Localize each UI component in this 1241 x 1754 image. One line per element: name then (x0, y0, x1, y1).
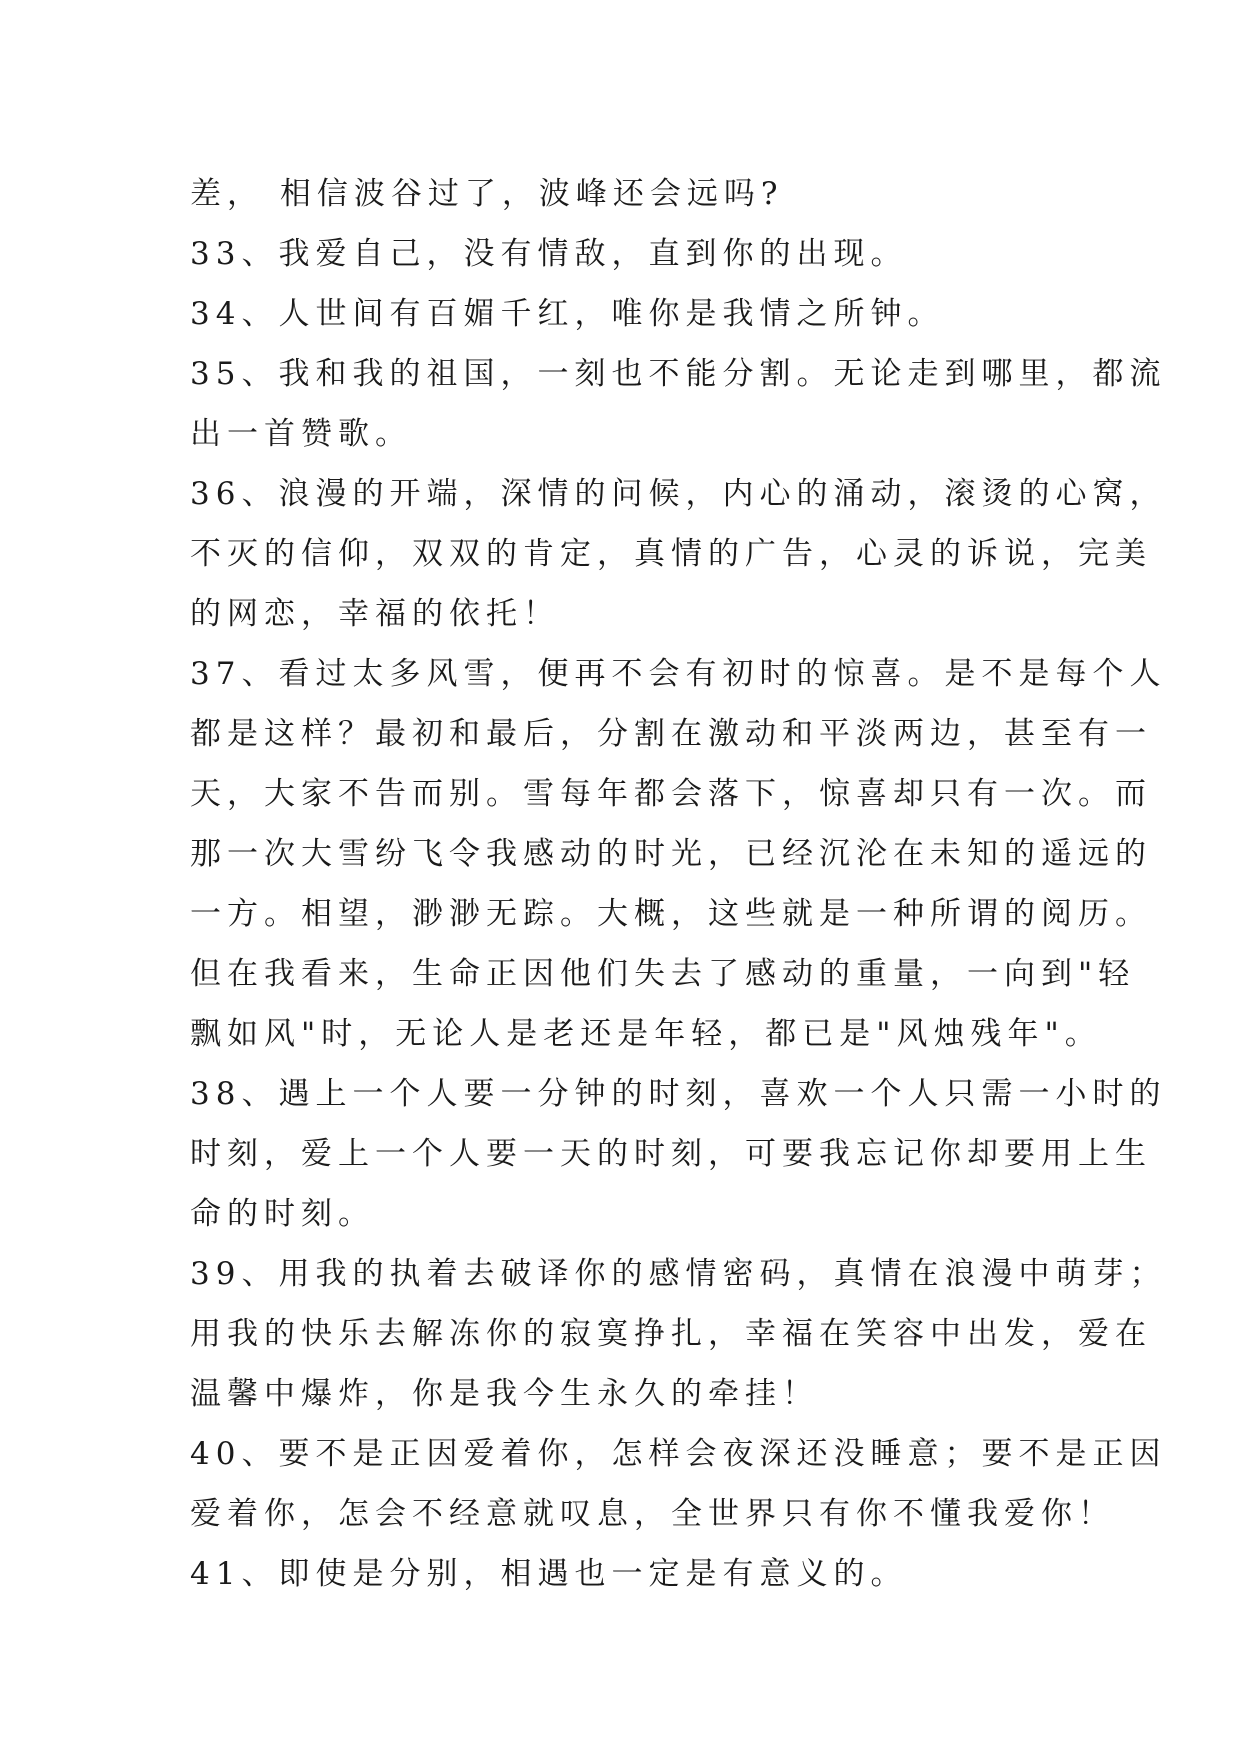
text-line: 38、遇上一个人要一分钟的时刻，喜欢一个人只需一小时的 (190, 1076, 1167, 1112)
document-body (190, 164, 1167, 1604)
text-line: 出一首赞歌。 (190, 416, 412, 452)
text-line: 爱着你，怎会不经意就叹息，全世界只有你不懂我爱你！ (190, 1496, 1115, 1532)
text-line: 40、要不是正因爱着你，怎样会夜深还没睡意；要不是正因 (190, 1436, 1167, 1472)
text-line: 39、用我的执着去破译你的感情密码，真情在浪漫中萌芽； (190, 1256, 1167, 1292)
text-line: 34、人世间有百媚千红，唯你是我情之所钟。 (190, 296, 945, 332)
text-line: 都是这样？最初和最后，分割在激动和平淡两边，甚至有一 (190, 716, 1152, 752)
text-line: 36、浪漫的开端，深情的问候，内心的涌动，滚烫的心窝， (190, 476, 1167, 512)
text-line: 的网恋，幸福的依托！ (190, 596, 560, 632)
text-line: 时刻，爱上一个人要一天的时刻，可要我忘记你却要用上生 (190, 1136, 1152, 1172)
text-line: 命的时刻。 (190, 1196, 375, 1232)
text-line: 温馨中爆炸，你是我今生永久的牵挂！ (190, 1376, 819, 1412)
text-line: 天，大家不告而别。雪每年都会落下，惊喜却只有一次。而 (190, 776, 1152, 812)
text-line: 用我的快乐去解冻你的寂寞挣扎，幸福在笑容中出发，爱在 (190, 1316, 1152, 1352)
text-line: 35、我和我的祖国，一刻也不能分割。无论走到哪里，都流 (190, 356, 1167, 392)
text-line: 33、我爱自己，没有情敌，直到你的出现。 (190, 236, 908, 272)
text-line: 飘如风"时，无论人是老还是年轻，都已是"风烛残年"。 (190, 1016, 1102, 1052)
text-line: 37、看过太多风雪，便再不会有初时的惊喜。是不是每个人 (190, 656, 1167, 692)
text-line: 差， 相信波谷过了，波峰还会远吗? (190, 176, 784, 212)
text-line: 那一次大雪纷飞令我感动的时光，已经沉沦在未知的遥远的 (190, 836, 1152, 872)
text-line: 41、即使是分别，相遇也一定是有意义的。 (190, 1556, 908, 1592)
text-line: 不灭的信仰，双双的肯定，真情的广告，心灵的诉说，完美 (190, 536, 1152, 572)
text-line: 但在我看来，生命正因他们失去了感动的重量，一向到"轻 (190, 956, 1136, 992)
text-line: 一方。相望，渺渺无踪。大概，这些就是一种所谓的阅历。 (190, 896, 1152, 932)
